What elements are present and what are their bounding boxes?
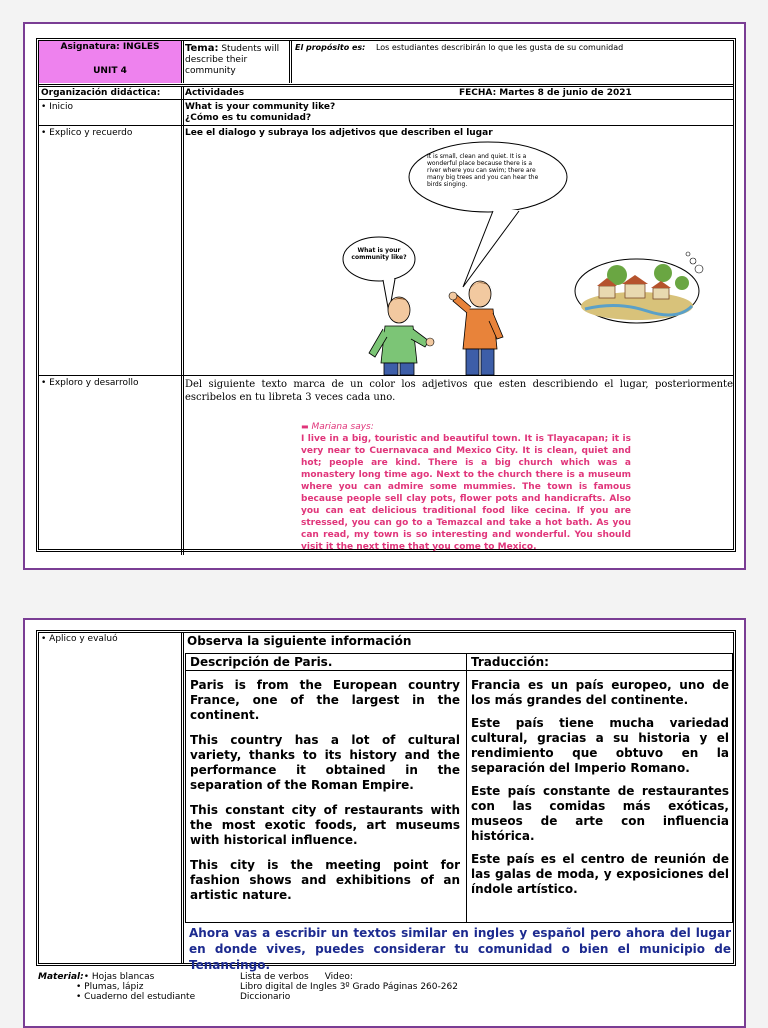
spanish-paragraph: Este país tiene mucha variedad cultural, gracias a su historia y el rendimiento que obtuvo en la separación del Imperio Romano. bbox=[471, 716, 729, 775]
boy-green-shirt-icon bbox=[369, 297, 434, 375]
proposito-text: Los estudiantes describirán lo que les gusta de su comunidad bbox=[375, 43, 624, 52]
spanish-paragraph: Francia es un país europeo, uno de los más grandes del continente. bbox=[471, 678, 729, 707]
materials-section bbox=[36, 972, 736, 1012]
worksheet-page-2 bbox=[23, 618, 746, 1028]
lesson-plan-table bbox=[36, 38, 736, 552]
observa-heading: Observa la siguiente información bbox=[187, 634, 412, 648]
resources-list bbox=[240, 972, 540, 1002]
divider bbox=[39, 125, 733, 126]
worksheet-page-1 bbox=[23, 22, 746, 570]
divider bbox=[186, 670, 732, 671]
speech-bubble-tail bbox=[463, 211, 519, 287]
mariana-text-block bbox=[301, 421, 631, 555]
divider bbox=[39, 84, 733, 87]
desc-header: Descripción de Paris. bbox=[190, 655, 333, 669]
bubble-small-text: What is your community like? bbox=[351, 247, 407, 261]
mariana-text: I live in a big, touristic and beautiful town. It is Tlayacapan; it is very near to Cuernavaca and Mexico City. It is clean, quiet and hot; people are kind. There is a big church which was a monastery long time ago. Next to the church there is a museum where you can admire some mummies. The town is famous because people sell clay pots, flower pots and handicrafts. Also you can eat delicious traditional food like cecina. If you are stressed, you can go to a Temazcal and take a hot bath. As you can read, my town is so interesting and wonderful. You should visit it the next time that you come to Mexico. bbox=[301, 434, 631, 552]
libro-digital: Libro digital de Ingles 3º Grado Páginas 260-262 bbox=[240, 982, 458, 992]
inicio-q1: What is your community like? bbox=[185, 102, 336, 112]
divider bbox=[181, 41, 184, 83]
english-paragraph: Paris is from the European country France, one of the largest in the continent. bbox=[190, 678, 460, 722]
divider bbox=[39, 99, 733, 100]
aplico-label: • Aplico y evaluó bbox=[41, 634, 118, 644]
divider bbox=[181, 633, 184, 963]
spanish-column bbox=[471, 678, 729, 922]
asignatura-label: Asignatura: INGLES bbox=[60, 42, 160, 52]
proposito-cell bbox=[295, 43, 725, 63]
exploro-instruction: Del siguiente texto marca de un color los adjetivos que esten describiendo el lugar, posteriormente escribelos en tu libreta 3 veces cada uno. bbox=[185, 379, 733, 403]
inicio-label: • Inicio bbox=[41, 102, 73, 112]
proposito-label: El propósito es: bbox=[295, 43, 366, 52]
paris-description-table bbox=[185, 653, 733, 923]
bubble-large-text: It is small, clean and quiet. It is a wonderful place because there is a river where you can swim; there are many big trees and you can hear the birds singing. bbox=[427, 153, 539, 188]
divider bbox=[289, 41, 292, 83]
material-item: • Plumas, lápiz bbox=[76, 982, 144, 992]
material-item: • Hojas blancas bbox=[83, 972, 155, 982]
boy-orange-shirt-icon bbox=[449, 281, 503, 375]
asignatura-cell bbox=[39, 41, 181, 83]
diccionario: Diccionario bbox=[240, 992, 291, 1002]
english-column bbox=[190, 678, 460, 922]
unit-label: UNIT 4 bbox=[93, 66, 127, 76]
evaluation-table bbox=[36, 630, 736, 972]
trad-header: Traducción: bbox=[471, 655, 549, 669]
mariana-says-heading: ▬ Mariana says: bbox=[301, 422, 374, 432]
divider bbox=[466, 654, 467, 922]
video-label: Video: bbox=[324, 972, 353, 982]
english-paragraph: This constant city of restaurants with the most exotic foods, art museums with historical influence. bbox=[190, 803, 460, 847]
lista-verbos: Lista de verbos bbox=[240, 972, 309, 982]
materials-list bbox=[38, 972, 218, 1002]
speech-bubble-icon: ▬ bbox=[301, 422, 309, 431]
divider bbox=[181, 87, 184, 555]
ahora-instruction: Ahora vas a escribir un textos similar en ingles y español pero ahora del lugar en donde vives, puedes considerar tu comunidad o bien el municipio de Tenancingo. bbox=[189, 926, 731, 972]
english-paragraph: This country has a lot of cultural variety, thanks to its history and the performance it obtained in the separation of the Roman Empire. bbox=[190, 733, 460, 792]
dialogue-illustration bbox=[317, 141, 733, 375]
tema-cell bbox=[185, 43, 287, 83]
explico-label: • Explico y recuerdo bbox=[41, 128, 133, 138]
material-label: Material: bbox=[38, 972, 84, 982]
divider bbox=[39, 375, 733, 376]
org-label: Organización didáctica: bbox=[41, 88, 161, 98]
spanish-paragraph: Este país es el centro de reunión de las galas de moda, y exposiciones del índole artístico. bbox=[471, 852, 729, 896]
tema-text: Students will describe their community bbox=[185, 44, 280, 76]
material-item: • Cuaderno del estudiante bbox=[76, 992, 196, 1002]
english-paragraph: This city is the meeting point for fashion shows and exhibitions of an artistic nature. bbox=[190, 858, 460, 902]
fecha-label: FECHA: Martes 8 de junio de 2021 bbox=[459, 88, 632, 98]
inicio-q2: ¿Cómo es tu comunidad? bbox=[185, 113, 312, 123]
explico-instruction: Lee el dialogo y subraya los adjetivos que describen el lugar bbox=[185, 128, 493, 138]
actividades-label: Actividades bbox=[185, 88, 245, 98]
tema-label: Tema: bbox=[185, 43, 219, 54]
exploro-label: • Exploro y desarrollo bbox=[41, 378, 139, 388]
spanish-paragraph: Este país constante de restaurantes con las comidas más exóticas, museos de arte con influencia histórica. bbox=[471, 784, 729, 843]
